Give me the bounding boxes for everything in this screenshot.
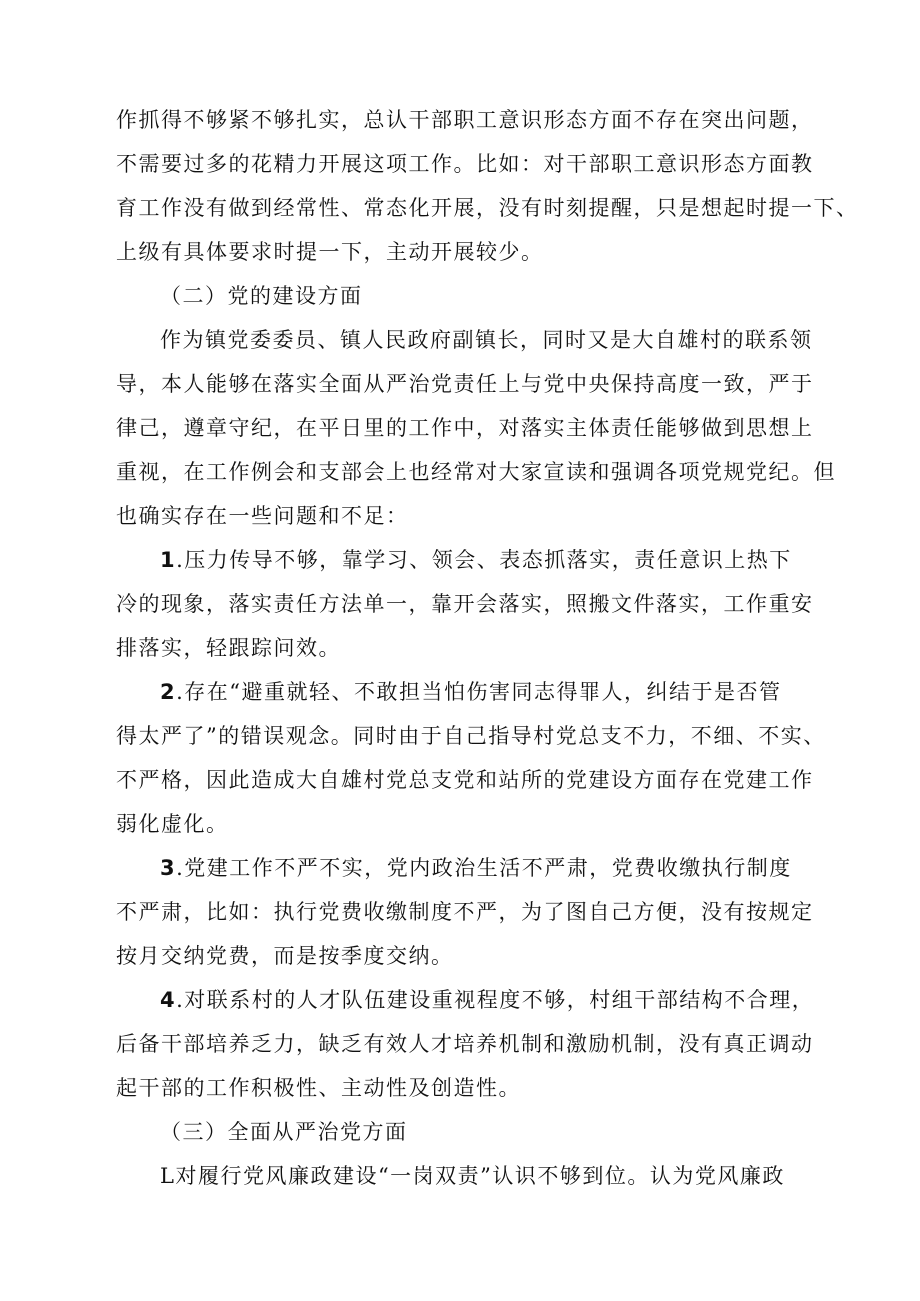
list-item-number: 3 — [160, 856, 177, 880]
body-text-line: 按月交纳党费，而是按季度交纳。 — [116, 944, 454, 968]
body-text-line: 后备干部培养乏力，缺乏有效人才培养机制和激励机制，没有真正调动 — [116, 1032, 814, 1056]
body-text-line: 作抓得不够紧不够扎实，总认干部职工意识形态方面不存在突出问题， — [116, 108, 814, 132]
list-item-text: .压力传导不够，靠学习、领会、表态抓落实，责任意识上热下 — [176, 548, 792, 572]
section-heading: （三）全面从严治党方面 — [160, 1120, 408, 1144]
body-text-line: 律己，遵章守纪，在平日里的工作中，对落实主体责任能够做到思想上 — [116, 416, 814, 440]
list-item-number: 2 — [160, 680, 177, 704]
list-item-first-line — [160, 987, 814, 1013]
body-text-line: 上级有具体要求时提一下，主动开展较少。 — [116, 240, 544, 264]
list-item-first-line — [160, 547, 792, 573]
list-item-text: .对联系村的人才队伍建设重视程度不够，村组干部结构不合理， — [176, 988, 815, 1012]
body-text-line: 冷的现象，落实责任方法单一，靠开会落实，照搬文件落实，工作重安 — [116, 592, 814, 616]
list-item-text: .存在“避重就轻、不敢担当怕伤害同志得罪人，纠结于是否管 — [176, 680, 782, 704]
body-text-line: 也确实存在一些问题和不足： — [116, 504, 409, 528]
body-text-line: 育工作没有做到经常性、常态化开展，没有时刻提醒，只是想起时提一下、 — [116, 196, 859, 220]
list-item-number: 1 — [160, 548, 177, 572]
body-text-line: 排落实，轻跟踪问效。 — [116, 636, 341, 660]
list-item-text: .党建工作不严不实，党内政治生活不严肃，党费收缴执行制度 — [176, 856, 792, 880]
body-text-line: 起干部的工作积极性、主动性及创造性。 — [116, 1076, 521, 1100]
body-text-line: 不严肃，比如：执行党费收缴制度不严，为了图自己方便，没有按规定 — [116, 900, 814, 924]
list-item-first-line — [160, 855, 792, 881]
list-item-first-line — [160, 679, 782, 705]
body-text-line: 导，本人能够在落实全面从严治党责任上与党中央保持高度一致，严于 — [116, 372, 814, 396]
body-text-line: 不严格，因此造成大自雄村党总支党和站所的党建设方面存在党建工作 — [116, 768, 814, 792]
body-text-line: 作为镇党委委员、镇人民政府副镇长，同时又是大自雄村的联系领 — [160, 328, 813, 352]
body-text-line: 弱化虚化。 — [116, 812, 229, 836]
section-heading: （二）党的建设方面 — [160, 284, 363, 308]
list-item-number: 4 — [160, 988, 177, 1012]
body-text-line: 重视，在工作例会和支部会上也经常对大家宣读和强调各项党规党纪。但 — [116, 460, 836, 484]
body-text-line: 不需要过多的花精力开展这项工作。比如：对干部职工意识形态方面教 — [116, 152, 814, 176]
body-text-line: L对履行党风廉政建设“一岗双责”认识不够到位。认为党风廉政 — [160, 1164, 785, 1188]
body-text-line: 得太严了”的错误观念。同时由于自己指导村党总支不力，不细、不实、 — [116, 724, 826, 748]
